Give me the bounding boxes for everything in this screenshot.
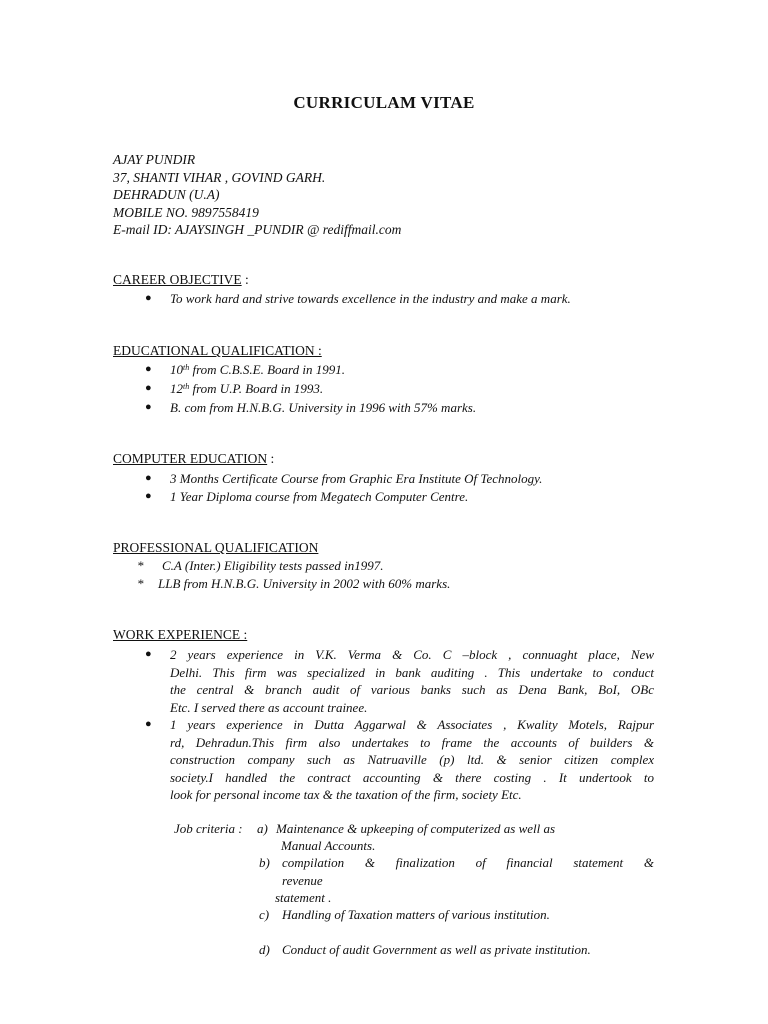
criteria-text: revenue (282, 873, 323, 888)
computer-education-heading (113, 451, 274, 467)
asterisk-icon: * (137, 576, 144, 591)
professional-qualification-title: PROFESSIONAL QUALIFICATION (113, 540, 319, 555)
work-experience-title: WORK EXPERIENCE : (113, 627, 248, 642)
paragraph-line: the central & branch audit of various banks such as Dena Bank, BoI, OBc (170, 682, 654, 697)
paragraph-line: Etc. I served there as account trainee. (170, 699, 368, 715)
criteria-text: Handling of Taxation matters of various institution. (282, 907, 550, 922)
bullet-icon: ● (145, 292, 152, 304)
asterisk-icon: * (137, 558, 144, 573)
work-experience-heading (113, 627, 247, 643)
criteria-text: Manual Accounts. (281, 838, 376, 853)
document-title: CURRICULAM VITAE (293, 93, 475, 112)
contact-block (113, 151, 401, 239)
criteria-text: Maintenance & upkeeping of computerized as well as (276, 821, 556, 836)
bullet-icon: ● (145, 472, 152, 484)
bullet-icon: ● (145, 382, 152, 394)
paragraph-line: 2 years experience in V.K. Verma & Co. C –block , connuaght place, New (170, 647, 654, 662)
paragraph-line: construction company such as Natruaville (p) ltd. & senior citizen complex (170, 752, 654, 767)
list-item-text: To work hard and strive towards excellence in the industry and make a mark. (170, 291, 571, 306)
education-heading (113, 343, 322, 359)
criteria-letter: a) (257, 821, 268, 836)
experience-paragraph (170, 716, 654, 804)
experience-paragraph (170, 646, 654, 716)
cv-page: CURRICULAM VITAE AJAY PUNDIR 37, SHANTI VIHAR , GOVIND GARH. DEHRADUN (U.A) MOBILE NO. 9897558419 E-mail ID: AJAYSINGH _PUNDIR @ rediffmail.com CAREER OBJECTIVE : ● To work hard and strive towards excellence in the industry and make a mark. EDUCATIONAL QUALIFICATION : ● 10th from C.B.S.E. Board in 1991. ● 12th from U.P. Board in 1993. ● B. com from H.N.B.G. University in 1996 with 57% marks. COMPUTER EDUCATION : ● 3 Months Certificate Course from Graphic Era Institute Of Technology. ● 1 Year Diploma course from Megatech Computer Centre. PROFESSIONAL QUALIFICATION * C.A (Inter.) Eligibility tests passed in1997. * LLB from H.N.B.G. University in 2002 with 60% marks. WORK EXPERIENCE : ● 2 years experience in V.K. Verma & Co. C –block , connuaght place, New Delhi. This firm was specialized in bank auditing . This undertake to conduct the central & branch audit of various banks such as Dena Bank, BoI, OBc Etc. I served there as account trainee. ● 1 years experience in Dutta Aggarwal & Associates , Kwality Motels, Rajpur rd, Dehradun.This firm also undertakes to frame the accounts of builders & construction company such as Natruaville (p) ltd. & senior citizen complex society.I handled the contract accounting & there costing . It undertook to look for personal income tax & the taxation of the firm, society Etc. Job criteria : a) Maintenance & upkeeping of computerized as well as Manual Accounts. b) compilation & finalization of financial statement & revenue statement . c) Handling of Taxation matters of various institution. d) Conduct of audit Government as well as private institution. (0, 0, 768, 1024)
job-criteria-label: Job criteria : (174, 821, 243, 836)
bullet-icon: ● (145, 401, 152, 413)
education-title: EDUCATIONAL QUALIFICATION : (113, 343, 322, 358)
mobile-number: MOBILE NO. 9897558419 (113, 204, 259, 220)
email-address: E-mail ID: AJAYSINGH _PUNDIR @ rediffmail.com (113, 222, 402, 237)
career-objective-title: CAREER OBJECTIVE (113, 272, 242, 287)
career-objective-heading (113, 272, 249, 288)
criteria-text: compilation & finalization of financial statement & (282, 855, 654, 870)
bullet-icon: ● (145, 490, 152, 502)
bullet-icon: ● (145, 363, 152, 375)
paragraph-line: rd, Dehradun.This firm also undertakes to frame the accounts of builders & (170, 734, 654, 750)
address-line-2: DEHRADUN (U.A) (113, 187, 220, 202)
paragraph-line: 1 years experience in Dutta Aggarwal & Associates , Kwality Motels, Rajpur (170, 717, 654, 732)
criteria-text: Conduct of audit Government as well as private institution. (282, 942, 591, 957)
criteria-text: statement . (275, 890, 332, 905)
address-line-1: 37, SHANTI VIHAR , GOVIND GARH. (113, 169, 326, 185)
list-item-text: C.A (Inter.) Eligibility tests passed in1997. (162, 558, 384, 573)
list-item-text: LLB from H.N.B.G. University in 2002 with 60% marks. (158, 576, 451, 591)
list-item-text: 10th from C.B.S.E. Board in 1991. (170, 362, 345, 377)
list-item-text: 1 Year Diploma course from Megatech Computer Centre. (170, 489, 469, 504)
paragraph-line: look for personal income tax & the taxation of the firm, society Etc. (170, 787, 522, 802)
list-item-text: 3 Months Certificate Course from Graphic Era Institute Of Technology. (170, 471, 543, 486)
paragraph-line: society.I handled the contract accounting & there costing . It undertook to (170, 769, 654, 785)
criteria-letter: c) (259, 907, 270, 922)
computer-education-title: COMPUTER EDUCATION (113, 451, 268, 466)
list-item-text: 12th from U.P. Board in 1993. (170, 381, 324, 396)
criteria-letter: b) (259, 855, 270, 870)
professional-qualification-heading (113, 540, 318, 556)
paragraph-line: Delhi. This firm was specialized in bank auditing . This undertake to conduct (170, 664, 654, 680)
list-item-text: B. com from H.N.B.G. University in 1996 with 57% marks. (170, 400, 477, 415)
applicant-name: AJAY PUNDIR (113, 152, 196, 167)
criteria-letter: d) (259, 942, 270, 957)
heading-suffix: : (241, 272, 249, 287)
heading-suffix: : (267, 451, 275, 466)
